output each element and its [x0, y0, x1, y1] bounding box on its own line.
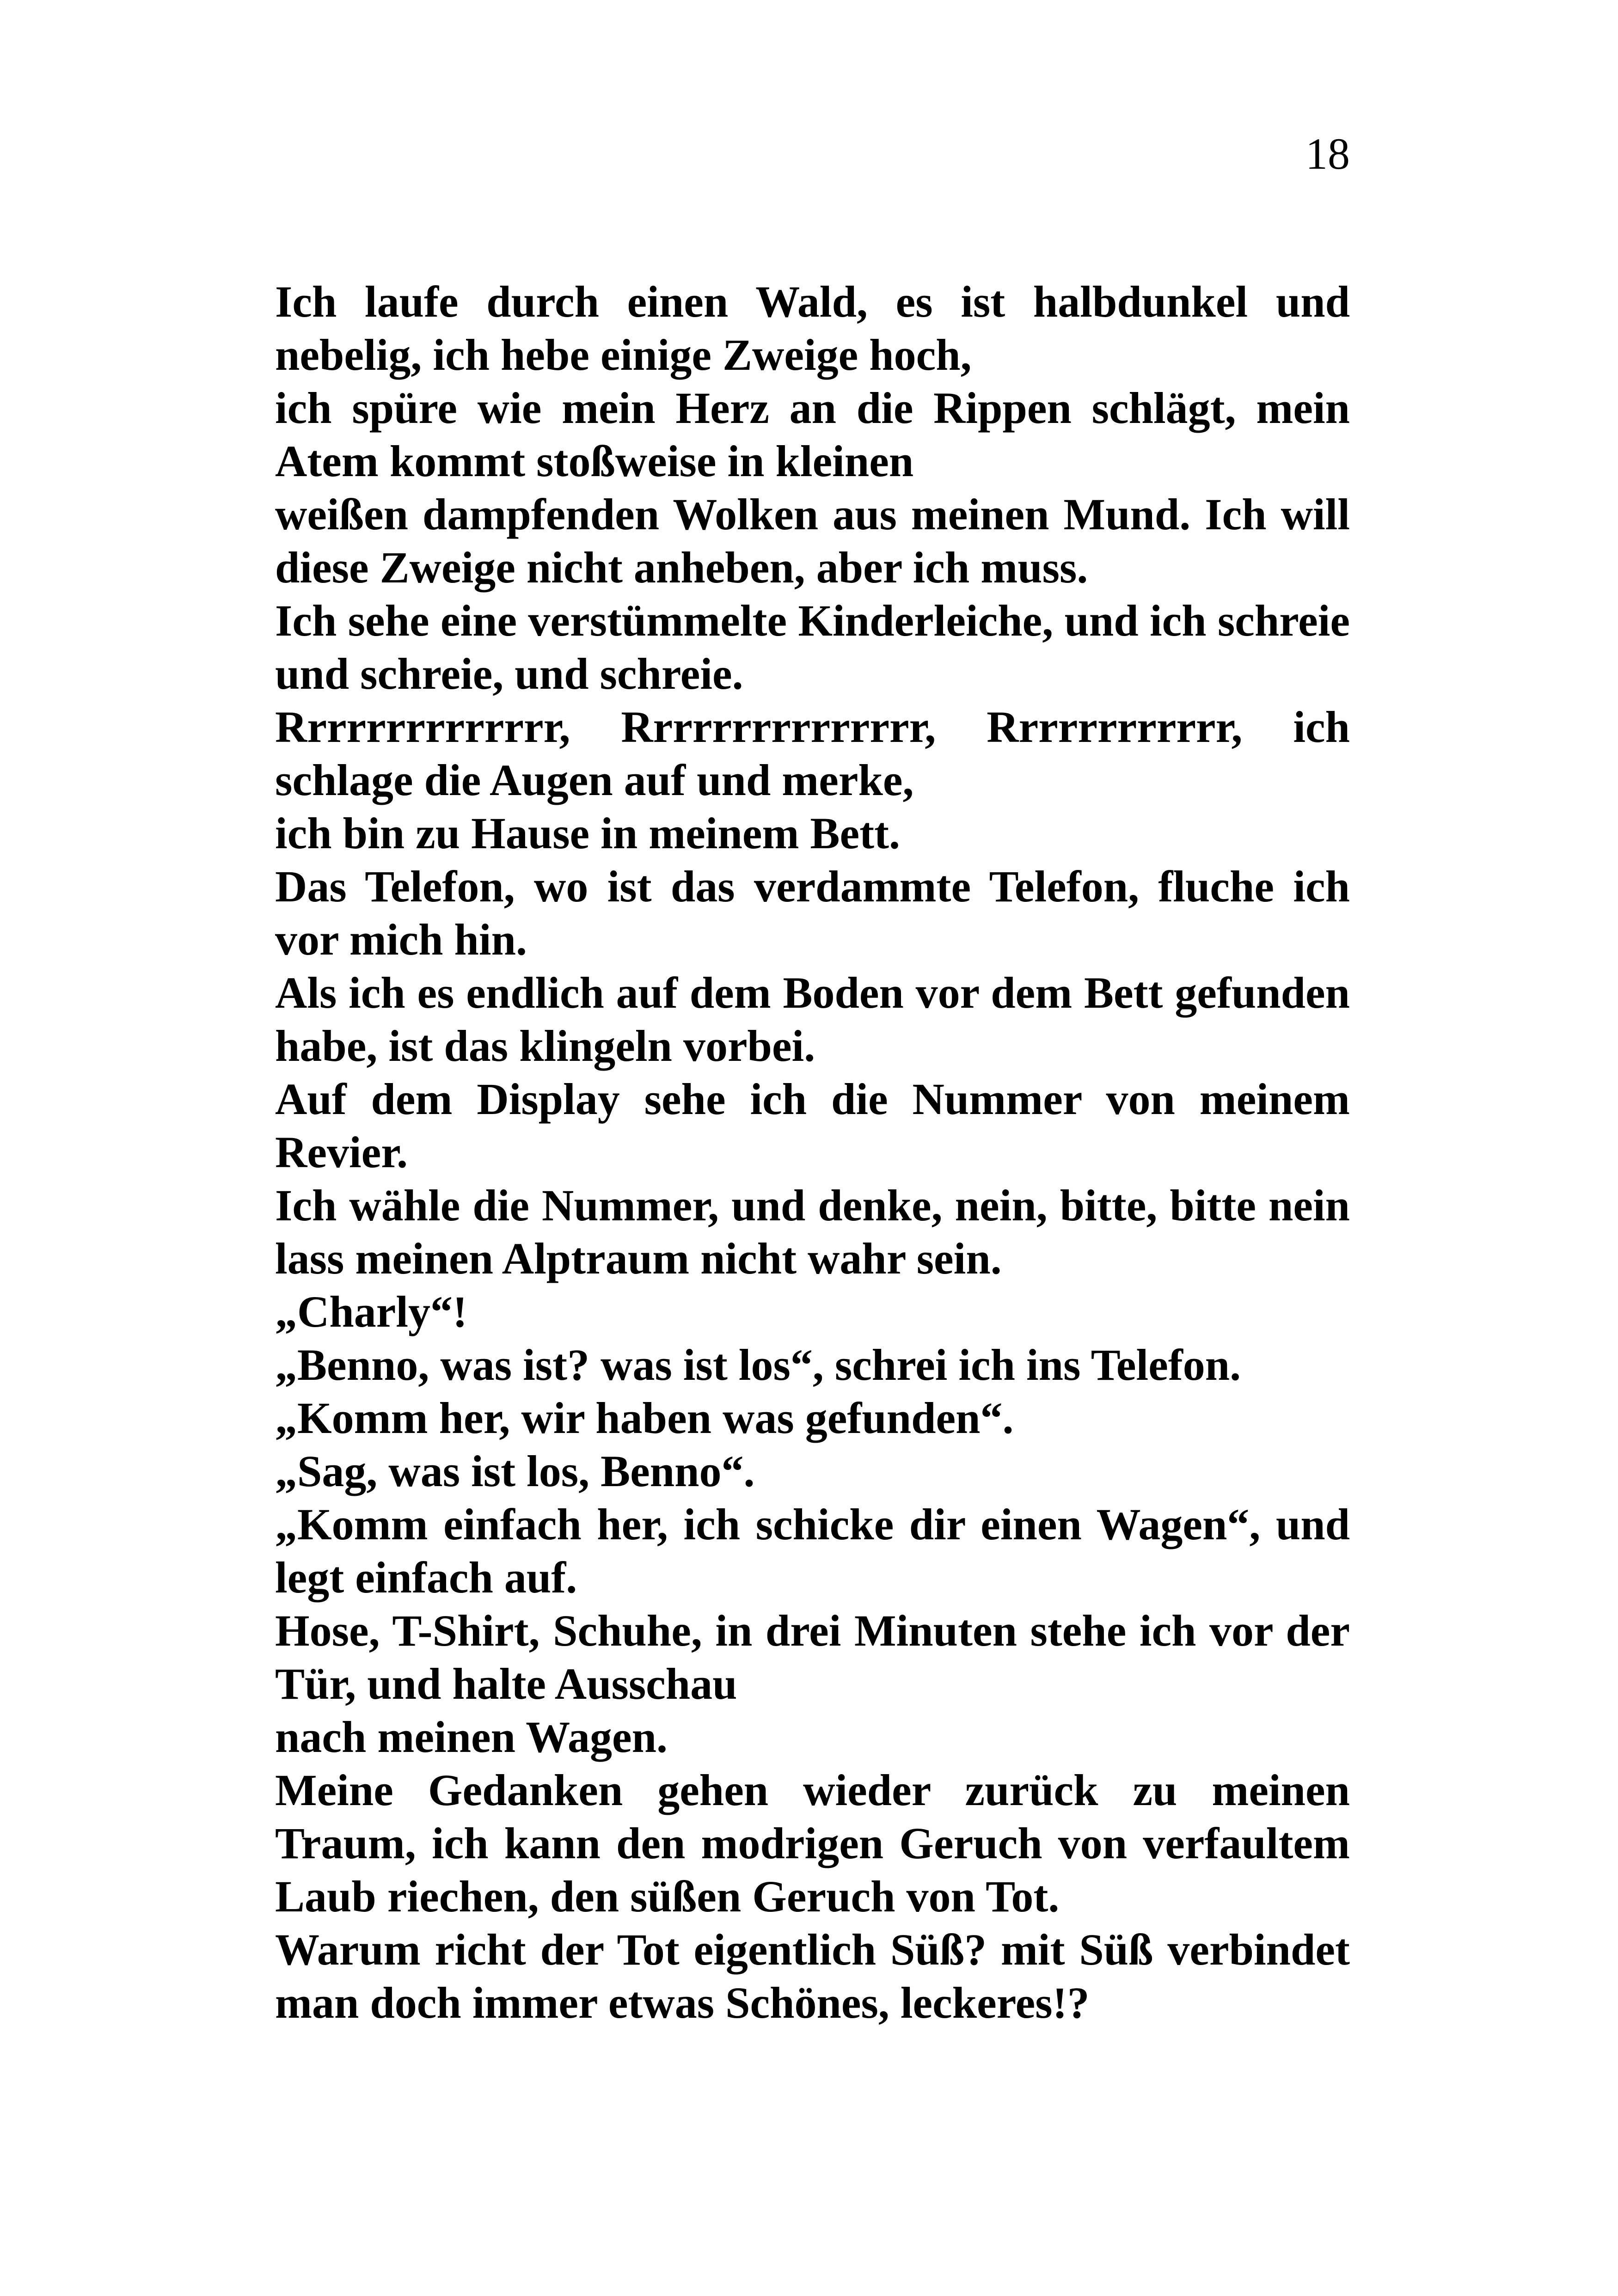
- paragraph-10: Ich wähle die Nummer, und denke, nein, bitte, bitte nein lass meinen Alptraum nicht wahr sein.: [275, 1181, 1350, 1283]
- paragraph-16: Hose, T-Shirt, Schuhe, in drei Minuten stehe ich vor der Tür, und halte Ausschau: [275, 1606, 1350, 1708]
- paragraph-9: Auf dem Display sehe ich die Nummer von meinem Revier.: [275, 1074, 1350, 1177]
- paragraph-4: Ich sehe eine verstümmelte Kinderleiche, und ich schreie und schreie, und schreie.: [275, 596, 1350, 698]
- page-number: 18: [1305, 129, 1350, 178]
- paragraph-15: „Komm einfach her, ich schicke dir einen Wagen“, und legt einfach auf.: [275, 1500, 1350, 1602]
- paragraph-3: weißen dampfenden Wolken aus meinen Mund. Ich will diese Zweige nicht anheben, aber ich muss.: [275, 490, 1350, 592]
- paragraph-11: „Charly“!: [275, 1287, 467, 1336]
- paragraph-6: ich bin zu Hause in meinem Bett.: [275, 808, 901, 858]
- paragraph-14: „Sag, was ist los, Benno“.: [275, 1446, 755, 1496]
- paragraph-8: Als ich es endlich auf dem Boden vor dem Bett gefunden habe, ist das klingeln vorbei.: [275, 968, 1350, 1071]
- body-text: [275, 275, 1350, 2029]
- paragraph-18: Meine Gedanken gehen wieder zurück zu meinen Traum, ich kann den modrigen Geruch von verfaultem Laub riechen, den süßen Geruch von Tot.: [275, 1765, 1350, 1921]
- paragraph-5: Rrrrrrrrrrrrrr, Rrrrrrrrrrrrrrr, Rrrrrrrrrrrr, ich schlage die Augen auf und merke,: [275, 702, 1350, 805]
- paragraph-19: Warum richt der Tot eigentlich Süß? mit Süß verbindet man doch immer etwas Schönes, leckeres!?: [275, 1925, 1350, 2027]
- paragraph-2: ich spüre wie mein Herz an die Rippen schlägt, mein Atem kommt stoßweise in kleinen: [275, 383, 1350, 486]
- paragraph-7: Das Telefon, wo ist das verdammte Telefon, fluche ich vor mich hin.: [275, 862, 1350, 964]
- paragraph-1: Ich laufe durch einen Wald, es ist halbdunkel und nebelig, ich hebe einige Zweige hoch,: [275, 277, 1350, 380]
- paragraph-12: „Benno, was ist? was ist los“, schrei ich ins Telefon.: [275, 1340, 1241, 1390]
- paragraph-17: nach meinen Wagen.: [275, 1712, 668, 1762]
- paragraph-13: „Komm her, wir haben was gefunden“.: [275, 1393, 1014, 1443]
